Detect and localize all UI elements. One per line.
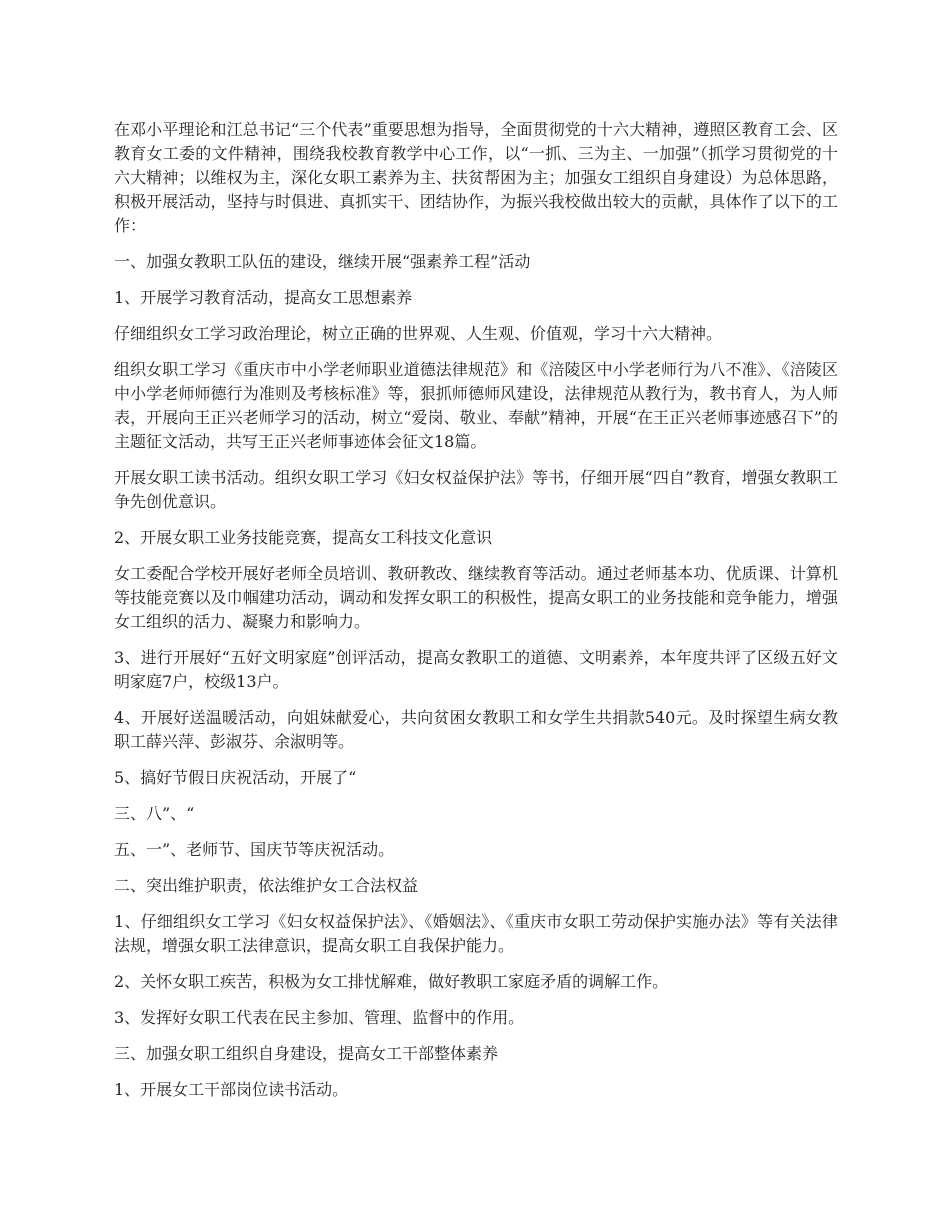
body-paragraph: 组织女职工学习《重庆市中小学老师职业道德法律规范》和《涪陵区中小学老师行为八不准》、《涪陵区中小学老师师德行为准则及考核标准》等，狠抓师德师风建设，法律规范从教行为，教书育人，为人师表，开展向王正兴老师学习的活动，树立“爱岗、敬业、奉献”精神，开展“在王正兴老师事迹感召下”的主题征文活动，共写王正兴老师事迹体会征文18篇。: [114, 360, 838, 451]
document-body: [114, 118, 838, 1114]
subsection-item-3-1: 1、开展女工干部岗位读书活动。: [114, 1080, 349, 1099]
subsection-item-2-3: 3、发挥好女职工代表在民主参加、管理、监督中的作用。: [114, 1008, 525, 1027]
section-heading-3: 三、加强女职工组织自身建设，提高女工干部整体素养: [114, 1044, 499, 1063]
subsection-item-1-4: 4、开展好送温暖活动，向姐妹献爱心，共向贫困女教职工和女学生共捐款540元。及时探望生病女教职工薛兴萍、彭淑芬、余淑明等。: [114, 708, 838, 751]
body-fragment: 三、八”、“: [114, 804, 195, 823]
subsection-heading-1-1: 1、开展学习教育活动，提高女工思想素养: [114, 288, 413, 307]
body-paragraph: 女工委配合学校开展好老师全员培训、教研教改、继续教育等活动。通过老师基本功、优质课、计算机等技能竞赛以及巾帼建功活动，调动和发挥女职工的积极性，提高女职工的业务技能和竞争能力，增强女工组织的活力、凝聚力和影响力。: [114, 564, 838, 631]
body-paragraph: 仔细组织女工学习政治理论，树立正确的世界观、人生观、价值观，学习十六大精神。: [114, 324, 723, 343]
subsection-item-1-3: 3、进行开展好“五好文明家庭”创评活动，提高女教职工的道德、文明素养，本年度共评了区级五好文明家庭7户，校级13户。: [114, 648, 838, 691]
subsection-item-2-2: 2、关怀女职工疾苦，积极为女工排忧解难，做好教职工家庭矛盾的调解工作。: [114, 972, 669, 991]
subsection-item-1-5: 5、搞好节假日庆祝活动，开展了“: [114, 768, 357, 787]
intro-paragraph: 在邓小平理论和江总书记“三个代表”重要思想为指导，全面贯彻党的十六大精神，遵照区教育工会、区教育女工委的文件精神，围绕我校教育教学中心工作，以“一抓、三为主、一加强”（抓学习贯彻党的十六大精神；以维权为主，深化女职工素养为主、扶贫帮困为主；加强女工组织自身建设）为总体思路，积极开展活动，坚持与时俱进、真抓实干、团结协作，为振兴我校做出较大的贡献，具体作了以下的工作：: [114, 120, 838, 235]
body-fragment: 五、一”、老师节、国庆节等庆祝活动。: [114, 840, 395, 859]
section-heading-2: 二、突出维护职责，依法维护女工合法权益: [114, 876, 419, 895]
subsection-item-2-1: 1、仔细组织女工学习《妇女权益保护法》、《婚姻法》、《重庆市女职工劳动保护实施办法》等有关法律法规，增强女职工法律意识，提高女职工自我保护能力。: [114, 912, 838, 955]
subsection-heading-1-2: 2、开展女职工业务技能竞赛，提高女工科技文化意识: [114, 528, 493, 547]
body-paragraph: 开展女职工读书活动。组织女职工学习《妇女权益保护法》等书，仔细开展“四自”教育，增强女教职工争先创优意识。: [114, 468, 838, 511]
section-heading-1: 一、加强女教职工队伍的建设，继续开展“强素养工程”活动: [114, 252, 531, 271]
